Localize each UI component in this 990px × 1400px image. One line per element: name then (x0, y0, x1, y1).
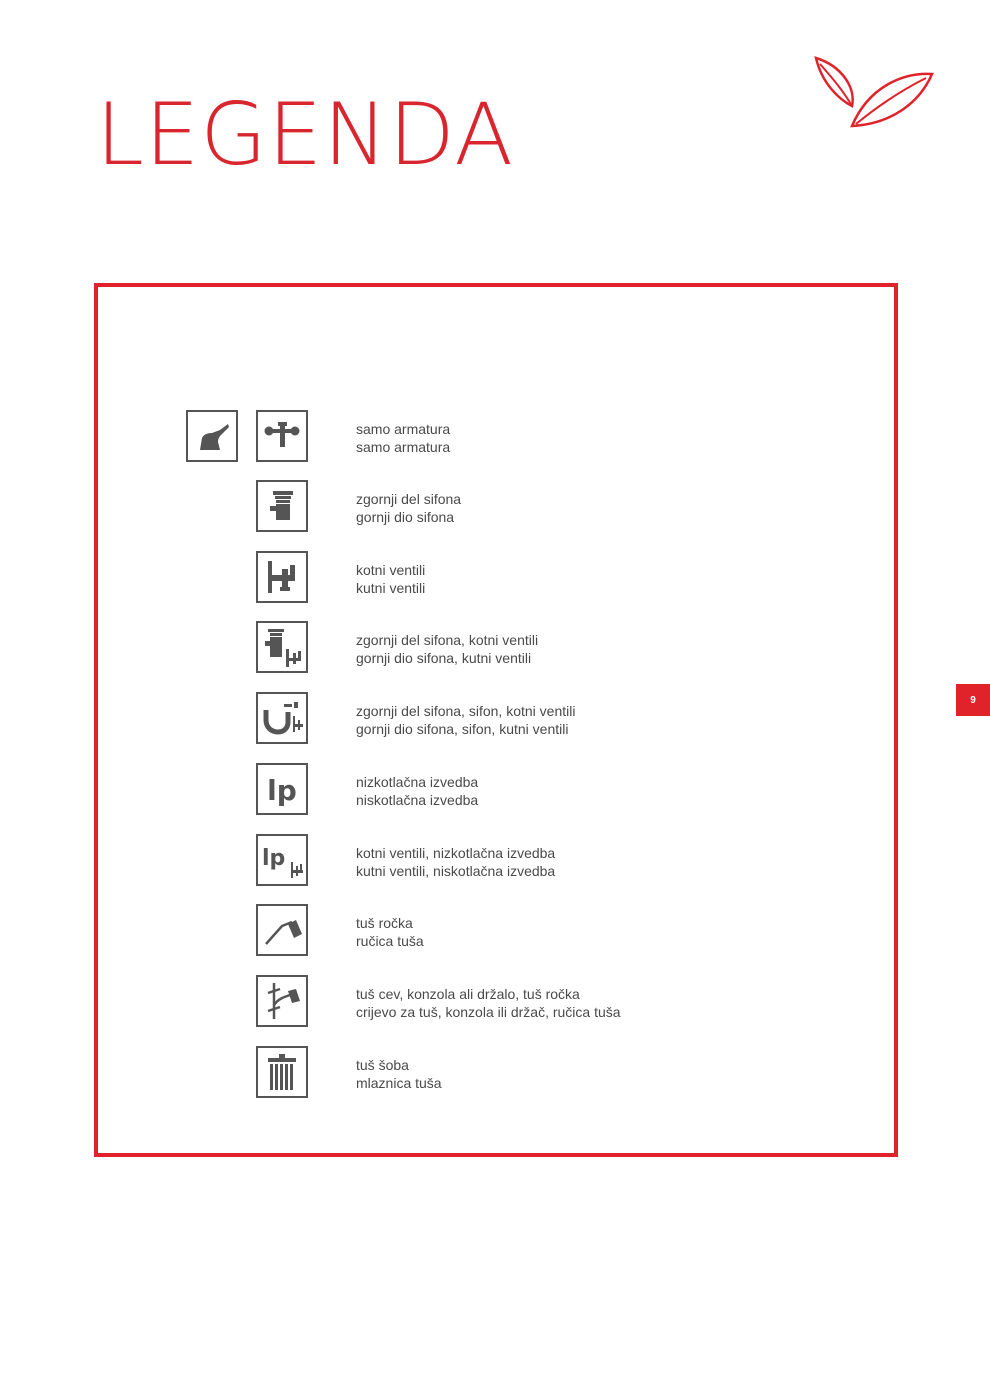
drain-top-icon (256, 480, 308, 532)
legend-label: tuš šoba mlaznica tuša (356, 1057, 442, 1091)
svg-text:lp: lp (262, 846, 286, 871)
legend-label: kotni ventili kutni ventili (356, 562, 426, 596)
low-pressure-icon (256, 763, 308, 815)
page-number-tab: 9 (956, 684, 990, 716)
legend-label: zgornji del sifona gornji dio sifona (356, 491, 462, 525)
hand-shower-icon (256, 904, 308, 956)
siphon-icon (256, 692, 308, 744)
shower-head-icon (256, 1046, 308, 1098)
leaf-logo-icon (812, 54, 936, 130)
legend-label: samo armatura samo armatura (356, 421, 451, 455)
page-title: LEGENDA (96, 85, 515, 185)
faucet-icon (186, 410, 238, 462)
low-pressure-valve-icon (256, 834, 308, 886)
angle-valve-icon (256, 551, 308, 603)
legend-label: tuš ročka ručica tuša (356, 915, 424, 949)
mixer-tap-icon (256, 410, 308, 462)
legend-label: tuš cev, konzola ali držalo, tuš ročka crijevo za tuš, konzola ili držač, ručica tuša (356, 986, 621, 1020)
legend-label: kotni ventili, nizkotlačna izvedba kutni ventili, niskotlačna izvedba (356, 845, 556, 879)
legend-label: nizkotlačna izvedba niskotlačna izvedba (356, 774, 479, 808)
drain-angle-valve-icon (256, 621, 308, 673)
shower-set-icon (256, 975, 308, 1027)
svg-text:lp: lp (267, 774, 297, 807)
legend-label: zgornji del sifona, sifon, kotni ventili gornji dio sifona, sifon, kutni ventili (356, 703, 576, 737)
legend-label: zgornji del sifona, kotni ventili gornji dio sifona, kutni ventili (356, 632, 539, 666)
